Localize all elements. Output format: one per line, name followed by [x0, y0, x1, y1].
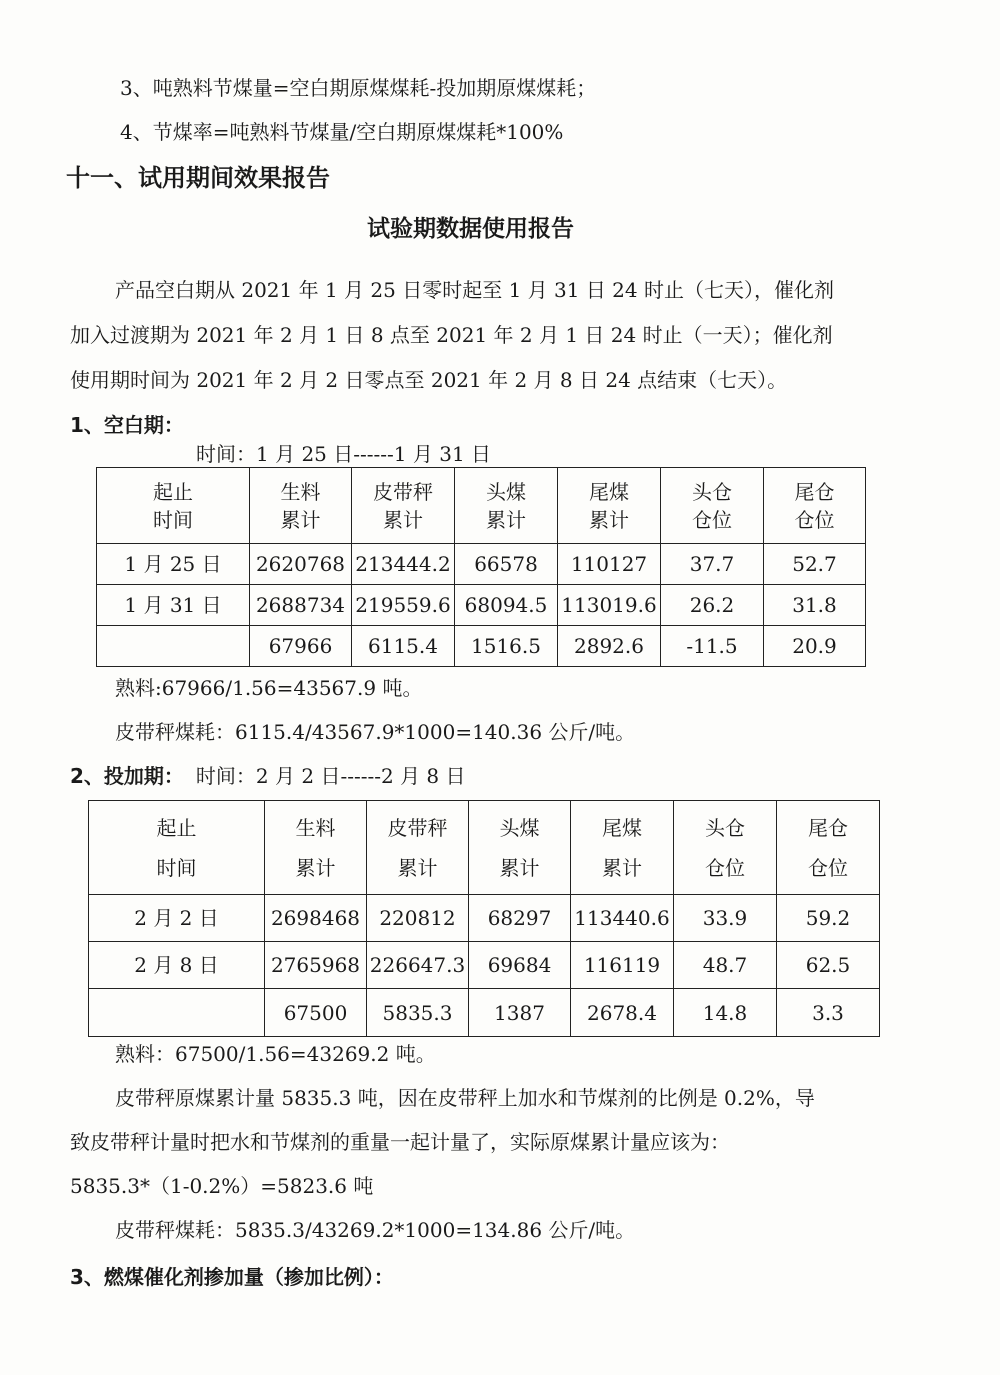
- table-cell: 2765968: [265, 942, 367, 989]
- table-cell: 1 月 25 日: [97, 544, 250, 585]
- table-cell: 69684: [469, 942, 571, 989]
- header-cell: 尾煤 累计: [558, 468, 661, 544]
- table-cell: 2688734: [250, 585, 352, 626]
- table-cell: 52.7: [764, 544, 866, 585]
- dosing-period-time: 时间：2 月 2 日------2 月 8 日: [195, 764, 466, 788]
- blank-period-table: [96, 467, 866, 667]
- table-cell: 226647.3: [367, 942, 469, 989]
- section-heading: 十一、试用期间效果报告: [66, 164, 330, 192]
- blank-period-time: 时间：1 月 25 日------1 月 31 日: [196, 442, 492, 466]
- table-cell: 2892.6: [558, 626, 661, 667]
- table-cell: 110127: [558, 544, 661, 585]
- table-cell: 68297: [469, 895, 571, 942]
- table-cell: 116119: [571, 942, 674, 989]
- table-cell: 14.8: [674, 989, 777, 1037]
- table-cell: 2 月 8 日: [89, 942, 265, 989]
- table-cell: [89, 989, 265, 1037]
- header-cell: 尾仓 仓位: [777, 801, 880, 895]
- table-cell: 2620768: [250, 544, 352, 585]
- table-row: [97, 544, 866, 585]
- header-cell: 皮带秤 累计: [352, 468, 455, 544]
- dosing-note-line-3: 5835.3*（1-0.2%）=5823.6 吨: [70, 1174, 374, 1198]
- dosing-note-line-1: 皮带秤原煤累计量 5835.3 吨，因在皮带秤上加水和节煤剂的比例是 0.2%，导: [115, 1086, 815, 1110]
- dosing-heading-line: [70, 762, 466, 790]
- header-cell: 生料 累计: [250, 468, 352, 544]
- table-cell: 3.3: [777, 989, 880, 1037]
- dosing-period-heading: 2、投加期：: [70, 764, 184, 788]
- header-cell: 皮带秤 累计: [367, 801, 469, 895]
- table-cell: 1387: [469, 989, 571, 1037]
- header-cell: 头煤 累计: [455, 468, 558, 544]
- table-cell: 68094.5: [455, 585, 558, 626]
- table-cell: 67966: [250, 626, 352, 667]
- intro-line-2: 加入过渡期为 2021 年 2 月 1 日 8 点至 2021 年 2 月 1 日 24 时止（一天）；催化剂: [70, 323, 833, 347]
- dosing-note-line-2: 致皮带秤计量时把水和节煤剂的重量一起计量了，实际原煤累计量应该为：: [70, 1130, 730, 1154]
- table-cell: 48.7: [674, 942, 777, 989]
- table-cell: 6115.4: [352, 626, 455, 667]
- table-cell: 2698468: [265, 895, 367, 942]
- header-cell: 起止 时间: [89, 801, 265, 895]
- table-cell: 67500: [265, 989, 367, 1037]
- table-cell: 1516.5: [455, 626, 558, 667]
- table-cell: 2 月 2 日: [89, 895, 265, 942]
- table-cell: 5835.3: [367, 989, 469, 1037]
- table-cell: 31.8: [764, 585, 866, 626]
- table-cell: 20.9: [764, 626, 866, 667]
- table-header-row: [97, 468, 866, 544]
- table-cell: 59.2: [777, 895, 880, 942]
- table-cell: 213444.2: [352, 544, 455, 585]
- intro-line-1: 产品空白期从 2021 年 1 月 25 日零时起至 1 月 31 日 24 时止（七天），催化剂: [115, 278, 834, 302]
- blank-period-heading: 1、空白期：: [70, 413, 184, 437]
- dosing-belt-consumption: 皮带秤煤耗：5835.3/43269.2*1000=134.86 公斤/吨。: [115, 1218, 636, 1242]
- table-cell: 2678.4: [571, 989, 674, 1037]
- header-cell: 头仓 仓位: [674, 801, 777, 895]
- header-cell: 尾煤 累计: [571, 801, 674, 895]
- formula-4: 4、节煤率=吨熟料节煤量/空白期原煤煤耗*100%: [120, 120, 564, 144]
- header-cell: 尾仓 仓位: [764, 468, 866, 544]
- report-title: 试验期数据使用报告: [367, 216, 574, 242]
- table-row-difference: [97, 626, 866, 667]
- table-cell: -11.5: [661, 626, 764, 667]
- table-row: [97, 585, 866, 626]
- table-header-row: [89, 801, 880, 895]
- table-row: [89, 942, 880, 989]
- table-cell: 62.5: [777, 942, 880, 989]
- table-cell: 1 月 31 日: [97, 585, 250, 626]
- blank-clinker-line: 熟料:67966/1.56=43567.9 吨。: [115, 676, 423, 700]
- table-row: [89, 895, 880, 942]
- table-cell: 66578: [455, 544, 558, 585]
- table-cell: [97, 626, 250, 667]
- table-row-difference: [89, 989, 880, 1037]
- table-cell: 33.9: [674, 895, 777, 942]
- header-cell: 生料 累计: [265, 801, 367, 895]
- header-cell: 头仓 仓位: [661, 468, 764, 544]
- table-cell: 113440.6: [571, 895, 674, 942]
- catalyst-heading: 3、燃煤催化剂掺加量（掺加比例）：: [70, 1265, 394, 1289]
- blank-belt-consumption: 皮带秤煤耗：6115.4/43567.9*1000=140.36 公斤/吨。: [115, 720, 636, 744]
- table-cell: 37.7: [661, 544, 764, 585]
- table-cell: 219559.6: [352, 585, 455, 626]
- formula-3: 3、吨熟料节煤量=空白期原煤煤耗-投加期原煤煤耗；: [120, 76, 597, 100]
- header-cell: 起止 时间: [97, 468, 250, 544]
- header-cell: 头煤 累计: [469, 801, 571, 895]
- dosing-clinker-line: 熟料：67500/1.56=43269.2 吨。: [115, 1042, 436, 1066]
- table-cell: 220812: [367, 895, 469, 942]
- table-cell: 113019.6: [558, 585, 661, 626]
- dosing-period-table: [88, 800, 880, 1037]
- intro-line-3: 使用期时间为 2021 年 2 月 2 日零点至 2021 年 2 月 8 日 24 点结束（七天）。: [70, 368, 788, 392]
- table-cell: 26.2: [661, 585, 764, 626]
